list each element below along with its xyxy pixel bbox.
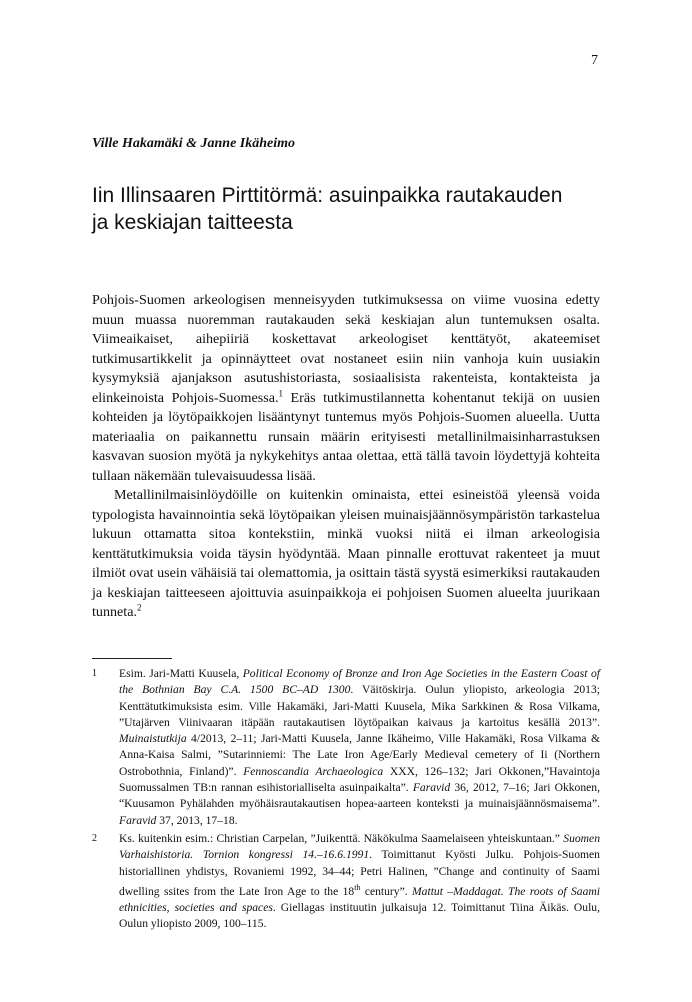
fn2-italic-1: Suomen Varhaishistoria. Tornion kongressi 14.–16.6.1991 <box>119 831 600 862</box>
paragraph-1-text-a: Pohjois-Suomen arkeologisen menneisyyden tutkimuksessa on viime vuosina edetty muun muassa nuoremman rautakauden sekä keskiajan alun tuntemuksen osalta. Viimeaikaiset, aihepiiriä koskettavat arkeologiset kenttätyöt, akateemiset tutkimusartikkelit ja opinnäytteet ovat nostaneet esiin niin vanhoja kuin uusiakin kysymyksiä ajanjakson asutushistoriasta, sosiaalisista rakenteista, kontakteista ja elinkeinoista Pohjois-Suomessa. <box>92 292 600 406</box>
fn1-italic-2: Muinaistutkija <box>119 732 187 746</box>
paragraph-1-text-b: Eräs tutkimustilannetta kohentanut tekijä on uusien kohteiden ja löytöpaikkojen lisääntynyt tuntemus myös Pohjois-Suomen alueella. Uutta materiaalia on paikannettu runsain määrin erityisesti metallinilmaisinharrastuksen kasvavan suosion myötä ja nykykehitys antaa olettaa, että tällä tavoin löydettyjä kohteita tullaan näkemään tulevaisuudessa lisää. <box>92 389 600 484</box>
footnote-ref-1[interactable]: 1 <box>278 387 283 398</box>
article-authors: Ville Hakamäki & Janne Ikäheimo <box>92 136 296 151</box>
footnote-2 <box>92 831 600 933</box>
fn1-italic-3: Fennoscandia Archaeologica <box>243 764 384 778</box>
footnote-1-text <box>119 666 600 829</box>
fn2-text-2: . Toimittanut Kyösti Julku. Pohjois-Suomen historiallinen yhdistys, Rovaniemi 1992, 34–44; Petri Halinen, ”Change and continuity of Saami dwelling ssites from the Late Iron Age to the 18 <box>119 848 600 898</box>
fn1-text-4: XXX, 126–132; Jari Okkonen,”Havaintoja Suomussalmen TB:n rannan esihistorialliselta asuinpaikalta”. <box>119 764 600 795</box>
page-number: 7 <box>591 53 598 68</box>
fn2-italic-2: Mattut –Maddagat. The roots of Saami ethnicities, societies and spaces <box>119 884 600 915</box>
fn1-italic-4: Faravid <box>412 781 451 795</box>
title-line-1: Iin Illinsaaren Pirttitörmä: asuinpaikka rautakauden <box>92 184 563 207</box>
fn1-italic-1: Political Economy of Bronze and Iron Age Societies in the Eastern Coast of the Bothnian Bay C.A. 1500 BC–AD 1300 <box>119 667 600 697</box>
paragraph-2 <box>92 486 600 623</box>
footnote-1 <box>92 666 600 829</box>
footnote-divider <box>92 658 172 659</box>
footnote-ref-2[interactable]: 2 <box>137 602 142 613</box>
fn1-text-1: Esim. Jari-Matti Kuusela, <box>119 667 243 680</box>
footnote-2-number: 2 <box>92 832 97 844</box>
footnote-2-text <box>119 831 600 933</box>
paragraph-1 <box>92 291 600 486</box>
fn1-text-2: . Väitöskirja. Oulun yliopisto, arkeologia 2013; Kenttätutkimuksista esim. Ville Hakamäki, Jari-Matti Kuusela, Mika Sarkkinen & Rosa Vilkama, ”Utajärven Viinivaaran itäpään rautakautisen löytöpaikan kaivaus ja kartoitus kesällä 2013”. <box>119 683 600 729</box>
footnotes <box>92 666 600 935</box>
body-text <box>92 291 600 623</box>
article-title <box>92 182 612 236</box>
title-line-2: ja keskiajan taitteesta <box>92 211 293 234</box>
fn2-text-3: century”. <box>360 884 413 898</box>
fn1-text-3: 4/2013, 2–11; Jari-Matti Kuusela, Janne Ikäheimo, Ville Hakamäki, Rosa Vilkama & Anna-Kaisa Salmi, ”Sutarinniemi: The Late Iron Age/Early Medieval cemetery of Ii (Northern Ostrobothnia, Finland)”. <box>119 732 600 778</box>
footnote-1-number: 1 <box>92 668 97 679</box>
fn1-text-6: 37, 2013, 17–18. <box>156 813 238 827</box>
fn1-italic-5: Faravid <box>119 813 157 827</box>
paragraph-2-text: Metallinilmaisinlöydöille on kuitenkin ominaista, ettei esineistöä yleensä voida typologista havainnointia sekä löytöpaikan yleisen muinaisjäännösympäristön tarkastelua lukuun ottamatta sitoa kontekstiin, minkä vuoksi niitä ei ilman arkeologisia kenttätutkimuksia voida täysin hyödyntää. Maan pinnalle erottuvat rakenteet ja muut ilmiöt ovat usein vähäisiä tai olemattomia, ja osittain tästä syystä esimerkiksi rautakauden ja keskiajan taitteeseen ajoittuvia asuinpaikkoja ei pohjoisen Suomen alueelta juurikaan tunneta. <box>92 487 600 620</box>
fn2-text-1: Ks. kuitenkin esim.: Christian Carpelan, ”Juikenttä. Näkökulma Saamelaiseen yhteiskuntaan.” <box>119 831 564 845</box>
fn1-text-5: 36, 2012, 7–16; Jari Okkonen, “Kuusamon Pyhälahden myöhäisrautakautisen hopea-aarteen konteksti ja muinaisjäännösmaisema”. <box>119 781 600 811</box>
fn2-superscript: th <box>354 882 361 892</box>
fn2-text-4: . Giellagas instituutin julkaisuja 12. Toimittanut Tiina Äikäs. Oulu, Oulun yliopisto 2009, 100–115. <box>119 901 601 931</box>
